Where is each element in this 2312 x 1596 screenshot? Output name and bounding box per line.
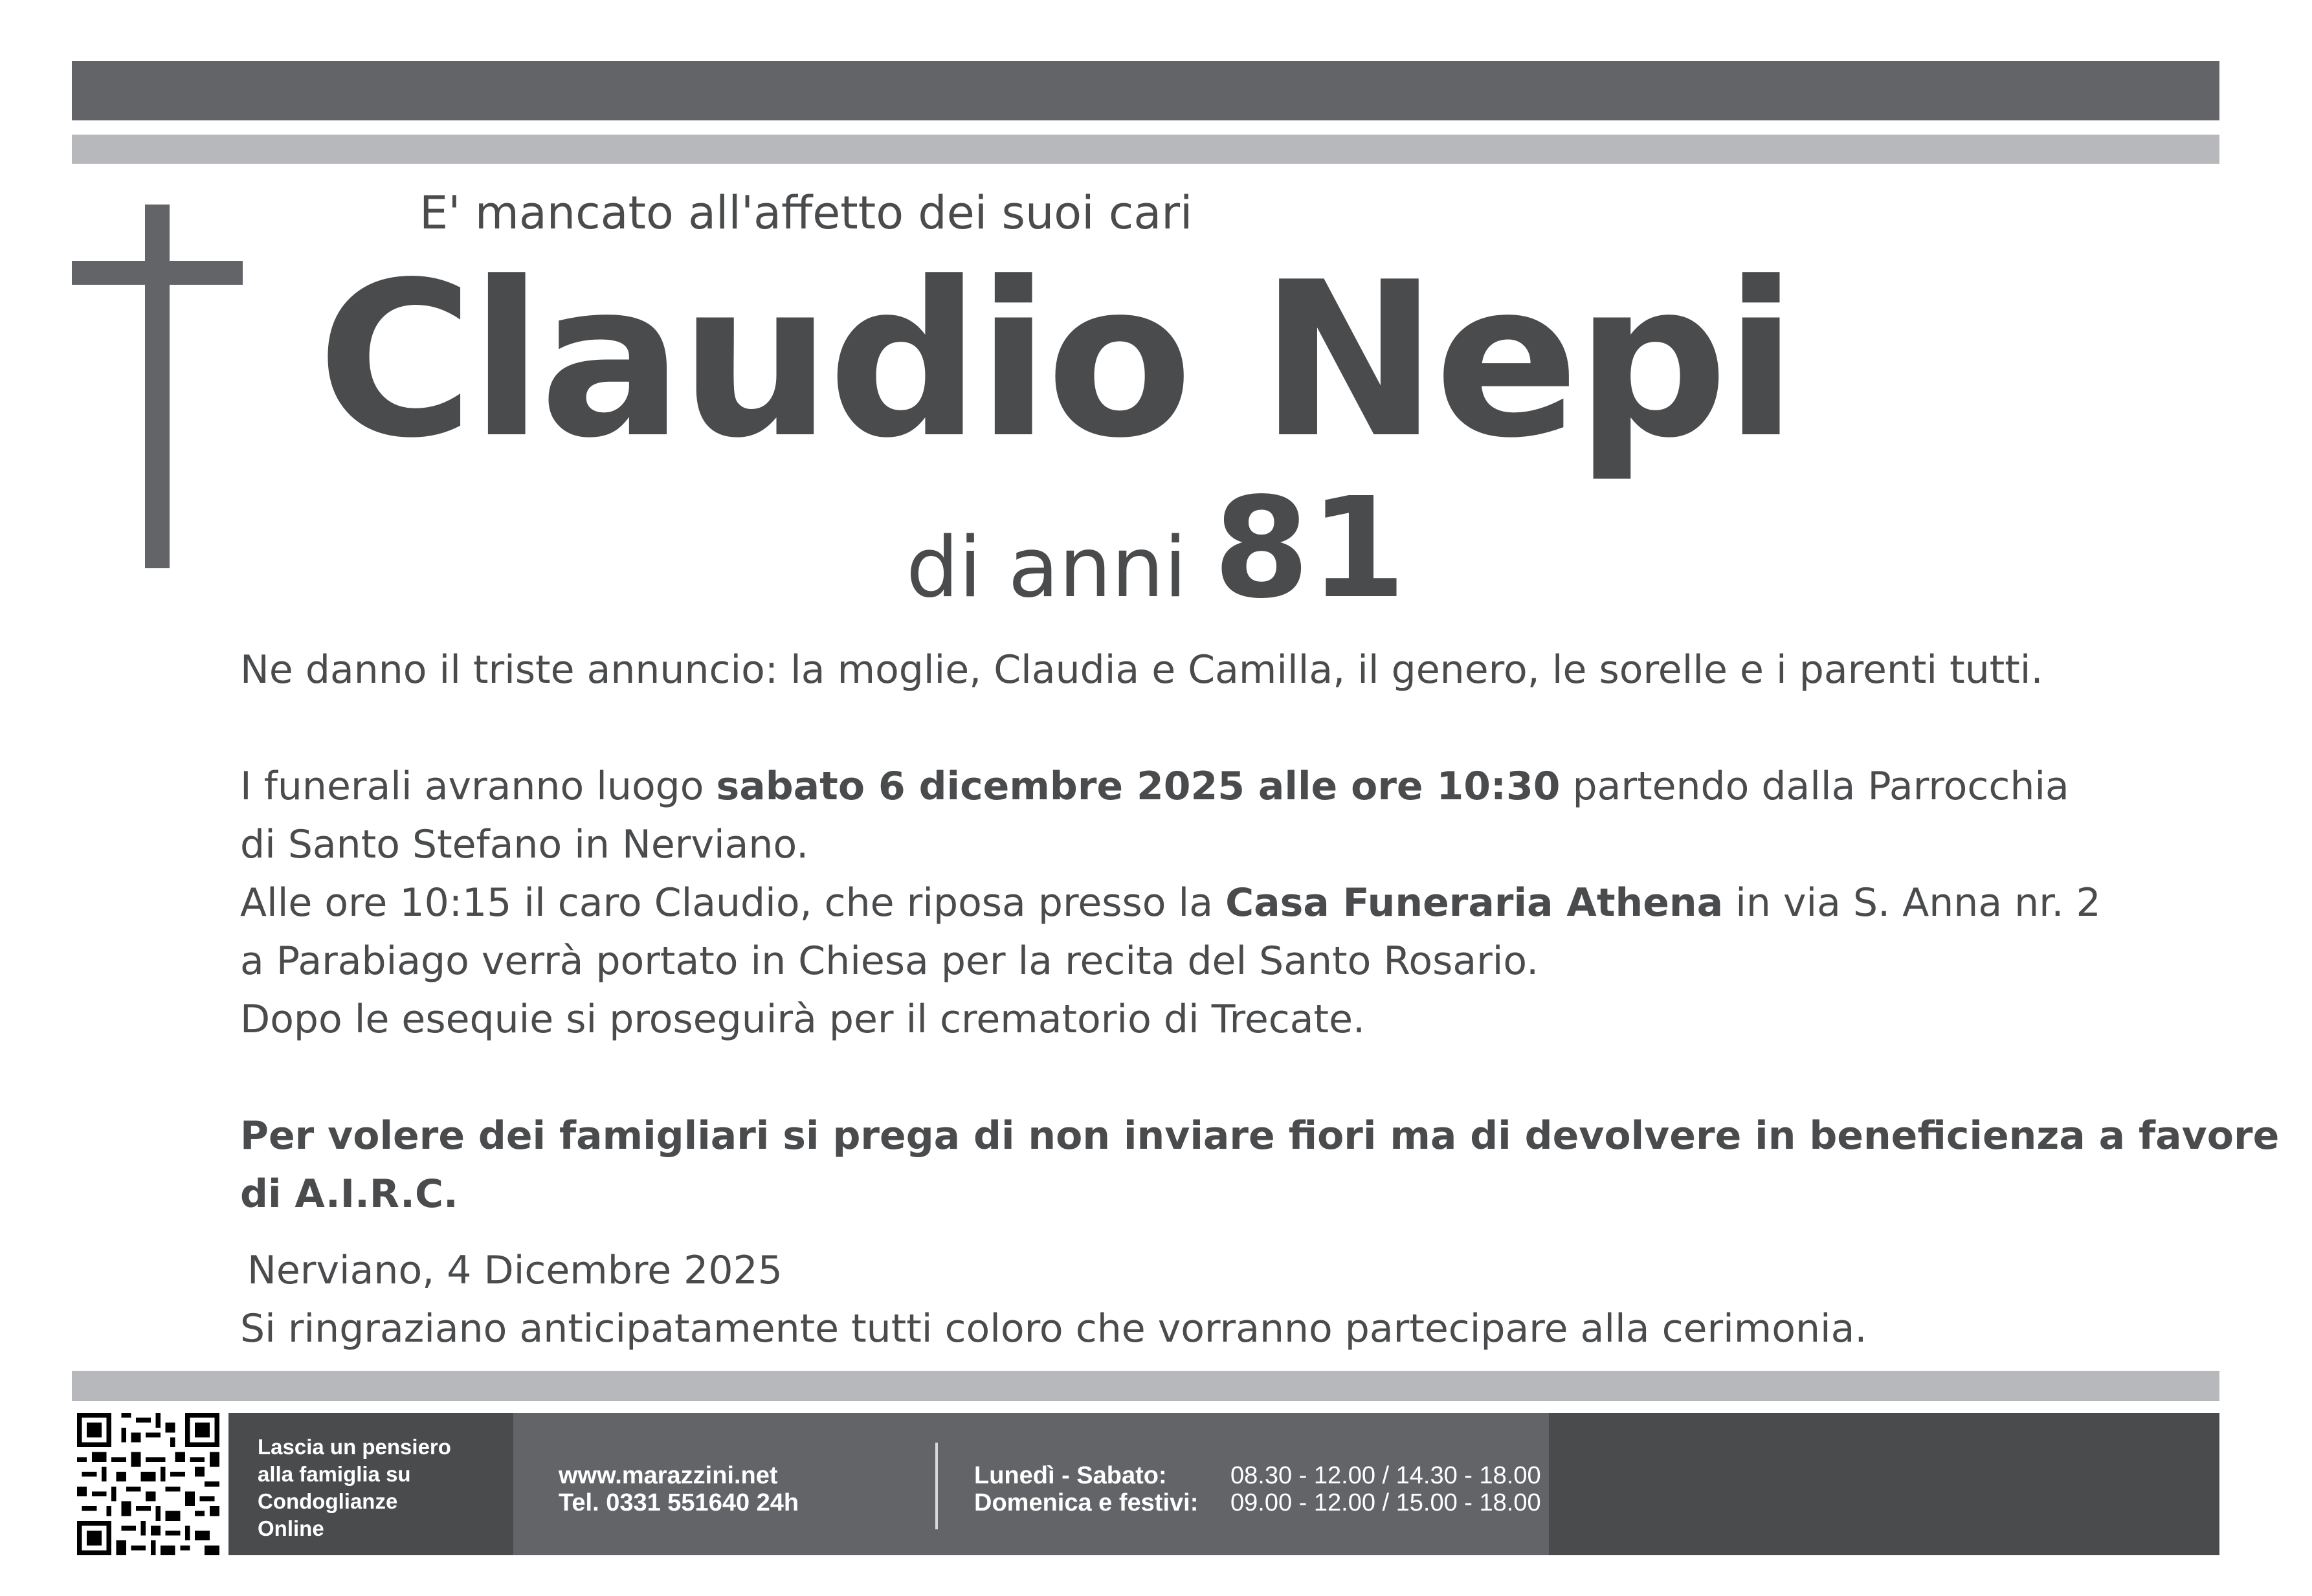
top-bar-dark bbox=[72, 61, 2219, 120]
place-date: Nerviano, 4 Dicembre 2025 bbox=[247, 1248, 783, 1293]
footer-separator bbox=[935, 1443, 938, 1529]
funeral-home-name: Casa Funeraria Athena bbox=[1225, 880, 1724, 925]
funeral-date: sabato 6 dicembre 2025 alle ore 10:30 bbox=[716, 764, 1561, 809]
website-link[interactable]: www.marazzini.net bbox=[559, 1462, 778, 1489]
funeral-line-4: a Parabiago verrà portato in Chiesa per la recita del Santo Rosario. bbox=[240, 938, 1539, 984]
footer-contact-panel bbox=[513, 1413, 1549, 1555]
hours-value-holidays: 09.00 - 12.00 / 15.00 - 18.00 bbox=[1230, 1489, 1541, 1516]
hours-value-weekdays: 08.30 - 12.00 / 14.30 - 18.00 bbox=[1230, 1462, 1541, 1489]
announcement-text: Ne danno il triste annuncio: la moglie, Claudia e Camilla, il genero, le sorelle e i parenti tutti. bbox=[240, 647, 2043, 693]
qr-block bbox=[72, 1413, 228, 1555]
funeral-line-5: Dopo le esequie si proseguirà per il crematorio di Trecate. bbox=[240, 997, 1366, 1042]
intro-text: E' mancato all'affetto dei suoi cari bbox=[419, 186, 1193, 239]
funeral-line-3: Alle ore 10:15 il caro Claudio, che riposa presso la Casa Funeraria Athena in via S. Anna nr. 2 bbox=[240, 880, 2101, 925]
hours-label-weekdays: Lunedì - Sabato: bbox=[974, 1462, 1167, 1489]
qr-code-icon[interactable] bbox=[77, 1413, 219, 1555]
funeral-line-2: di Santo Stefano in Nerviano. bbox=[240, 822, 809, 867]
donation-request bbox=[240, 1107, 2279, 1223]
age-line bbox=[906, 468, 1406, 629]
hours-label-holidays: Domenica e festivi: bbox=[974, 1489, 1199, 1516]
age-prefix: di anni bbox=[906, 520, 1187, 616]
divider-bar bbox=[72, 1371, 2219, 1401]
donation-line-2: di A.I.R.C. bbox=[240, 1171, 458, 1217]
footer-logo-panel bbox=[1549, 1413, 2219, 1555]
online-condolences-text[interactable]: Lascia un pensiero alla famiglia su Condoglianze Online bbox=[258, 1435, 451, 1540]
deceased-name: Claudio Nepi bbox=[317, 236, 1794, 485]
footer-memory-panel bbox=[228, 1413, 513, 1555]
top-bar-light bbox=[72, 135, 2219, 164]
funeral-line-1: I funerali avranno luogo sabato 6 dicembre 2025 alle ore 10:30 partendo dalla Parrocchia bbox=[240, 764, 2069, 809]
phone-number: Tel. 0331 551640 24h bbox=[559, 1489, 799, 1516]
cross-vertical-beam bbox=[145, 205, 170, 568]
cross-horizontal-beam bbox=[72, 261, 243, 285]
thanks-text: Si ringraziano anticipatamente tutti coloro che vorranno partecipare alla cerimonia. bbox=[240, 1306, 1867, 1351]
donation-line-1: Per volere dei famigliari si prega di non inviare fiori ma di devolvere in beneficienza a favore bbox=[240, 1113, 2280, 1158]
age-number: 81 bbox=[1213, 468, 1406, 629]
funeral-details bbox=[240, 757, 2101, 1048]
footer bbox=[72, 1413, 2219, 1555]
